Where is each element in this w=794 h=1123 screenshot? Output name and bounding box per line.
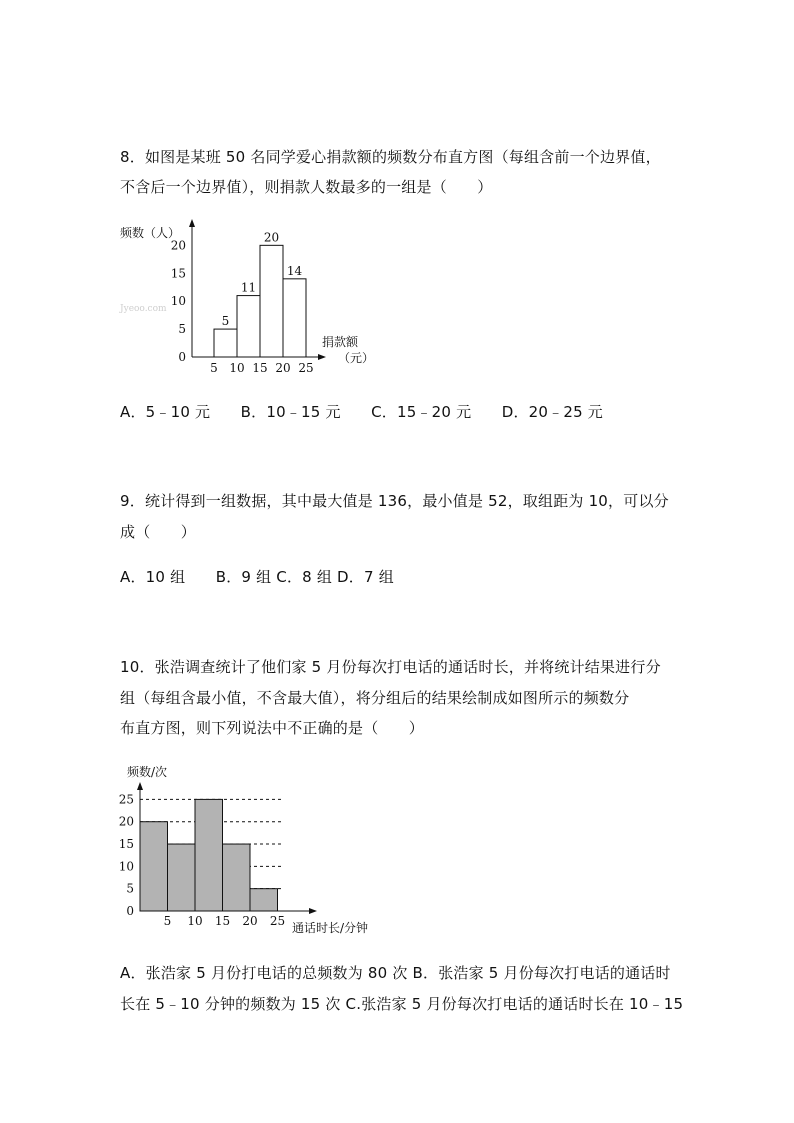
q10-stem-line1: 10．张浩调查统计了他们家 5 月份每次打电话的通话时长，并将统计结果进行分	[120, 658, 661, 676]
q8-options: A．5﹣10 元 B．10﹣15 元 C．15﹣20 元 D．20﹣25 元	[120, 403, 604, 421]
q8-watermark: Jyeoo.com	[120, 304, 167, 314]
q10-y-tick-label: 15	[118, 837, 134, 852]
q9-stem-line2: 成（ ）	[120, 523, 197, 541]
q8-x-tick-label: 15	[252, 361, 268, 375]
q10-answer-line2: 长在 5﹣10 分钟的频数为 15 次 C.张浩家 5 月份每次打电话的通话时长在 10﹣15	[120, 995, 684, 1013]
q8-y-tick-label: 10	[170, 294, 186, 309]
q8-bar-value-label: 11	[240, 280, 257, 295]
q10-bar	[223, 844, 251, 911]
q8-bar	[283, 279, 306, 357]
q8-y-tick-label: 20	[170, 238, 186, 253]
q10-bar	[250, 889, 278, 911]
q10-x-tick-label: 15	[214, 914, 231, 928]
q10-x-axis-label: 通话时长/分钟	[292, 921, 369, 935]
q8-x-axis-arrow	[318, 354, 326, 360]
q8-y-axis-label: 频数（人）	[120, 226, 181, 240]
q8-y-tick-label: 0	[178, 350, 186, 364]
q10-bar	[168, 844, 196, 911]
q8-bar-value-label: 20	[263, 230, 280, 245]
q8-stem-line1: 8．如图是某班 50 名同学爱心捐款额的频数分布直方图（每组含前一个边界值，	[120, 148, 661, 166]
q9-options: A．10 组 B．9 组 C．8 组 D．7 组	[120, 568, 394, 586]
q10-x-tick-label: 20	[242, 914, 258, 928]
q8-bar	[260, 245, 283, 357]
q8-stem-line2: 不含后一个边界值），则捐款人数最多的一组是（ ）	[120, 178, 493, 196]
q8-y-tick-label: 5	[178, 322, 186, 337]
q10-y-axis-arrow	[137, 782, 143, 790]
q8-y-tick-label: 15	[170, 266, 186, 281]
q8-x-tick-label: 20	[275, 361, 291, 375]
q10-histogram	[112, 760, 402, 940]
q9-stem-line1: 9．统计得到一组数据，其中最大值是 136，最小值是 52，取组距为 10，可以分	[120, 492, 669, 510]
q10-x-axis-arrow	[309, 908, 317, 914]
q10-bar	[140, 822, 168, 911]
q10-x-tick-label: 10	[187, 914, 203, 928]
q10-bar	[195, 799, 223, 911]
q8-x-tick-label: 10	[229, 361, 245, 375]
q8-bar	[237, 296, 260, 357]
q8-bar	[214, 329, 237, 357]
q10-y-tick-label: 25	[118, 792, 134, 807]
q8-x-axis-unit: （元）	[338, 351, 375, 365]
q10-y-tick-label: 5	[126, 881, 134, 896]
q8-bar-value-label: 14	[286, 263, 303, 278]
q8-bar-value-label: 5	[221, 314, 230, 329]
q10-y-tick-label: 10	[118, 859, 134, 874]
q8-x-tick-label: 25	[298, 361, 314, 375]
q8-x-tick-label: 5	[210, 361, 218, 375]
q10-answer-line1: A．张浩家 5 月份打电话的总频数为 80 次 B．张浩家 5 月份每次打电话的通话时	[120, 964, 671, 982]
q10-y-tick-label: 0	[126, 904, 134, 918]
q10-stem-line2: 组（每组含最小值，不含最大值），将分组后的结果绘制成如图所示的频数分	[120, 689, 630, 707]
q8-histogram	[110, 215, 400, 380]
q10-x-tick-label: 25	[269, 914, 286, 928]
q8-x-axis-label: 捐款额	[322, 335, 359, 349]
q10-stem-line3: 布直方图，则下列说法中不正确的是（ ）	[120, 719, 425, 737]
q10-y-axis-label: 频数/次	[127, 765, 168, 779]
q8-y-axis-arrow	[189, 219, 195, 227]
q10-y-tick-label: 20	[118, 814, 134, 829]
q10-x-tick-label: 5	[163, 914, 172, 928]
